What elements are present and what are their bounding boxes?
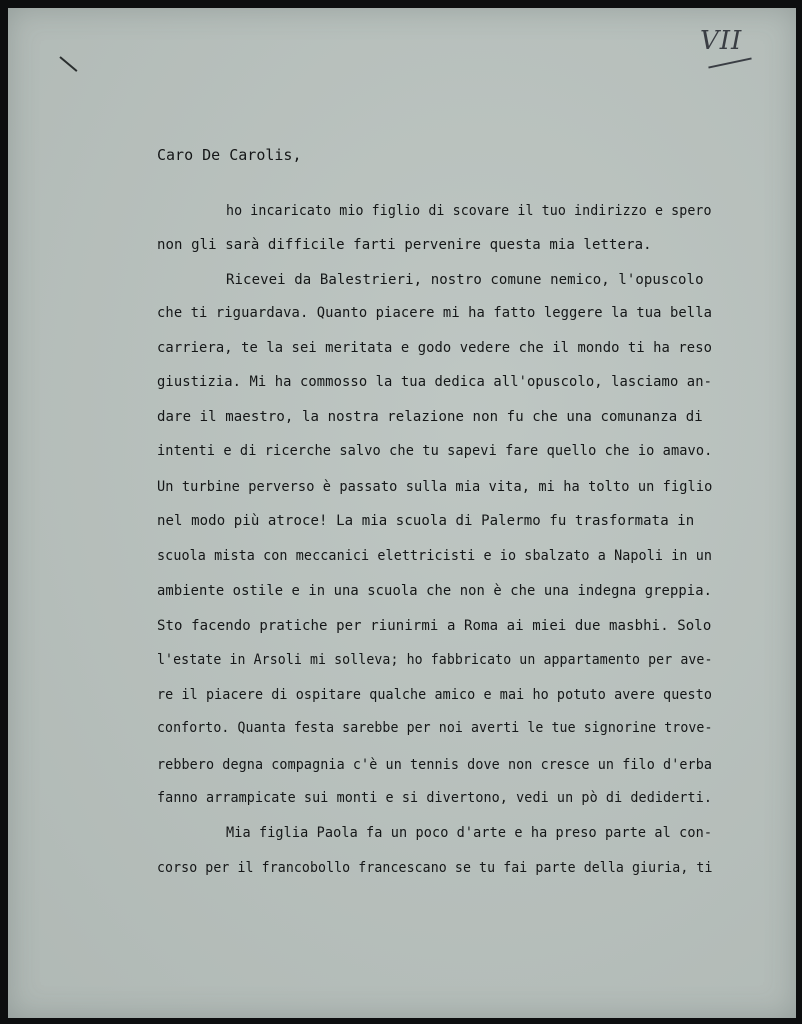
folio-number: VII	[700, 26, 743, 56]
letter-line: nel modo più atroce! La mia scuola di Palermo fu trasformata in	[157, 513, 695, 529]
letter-line: Ricevei da Balestrieri, nostro comune nemico, l'opuscolo	[226, 272, 704, 288]
letter-line: che ti riguardava. Quanto piacere mi ha fatto leggere la tua bella	[157, 305, 713, 321]
letter-line: Mia figlia Paola fa un poco d'arte e ha preso parte al con-	[226, 825, 713, 841]
letter-line: carriera, te la sei meritata e godo vedere che il mondo ti ha reso	[157, 340, 713, 356]
letter-line: dare il maestro, la nostra relazione non fu che una comunanza di	[157, 409, 703, 425]
letter-line: scuola mista con meccanici elettricisti e io sbalzato a Napoli in un	[157, 548, 713, 564]
letter-line: Un turbine perverso è passato sulla mia vita, mi ha tolto un figlio	[157, 479, 713, 495]
letter-line: corso per il francobollo francescano se tu fai parte della giuria, ti	[157, 860, 713, 876]
letter-line: fanno arrampicate sui monti e si divertono, vedi un pò di dediderti.	[157, 790, 713, 806]
letter-line: l'estate in Arsoli mi solleva; ho fabbricato un appartamento per ave-	[157, 652, 713, 668]
letter-line: ho incaricato mio figlio di scovare il tuo indirizzo e spero	[226, 203, 712, 219]
letter-line: ambiente ostile e in una scuola che non è che una indegna greppia.	[157, 583, 713, 599]
letter-line: non gli sarà difficile farti pervenire questa mia lettera.	[157, 237, 652, 253]
letter-line: intenti e di ricerche salvo che tu sapevi fare quello che io amavo.	[157, 443, 713, 459]
salutation: Caro De Carolis,	[157, 146, 302, 164]
letter-line: Sto facendo pratiche per riunirmi a Roma ai miei due masbhi. Solo	[157, 618, 712, 634]
letter-line: conforto. Quanta festa sarebbe per noi averti le tue signorine trove-	[157, 720, 713, 736]
letter-line: rebbero degna compagnia c'è un tennis dove non cresce un filo d'erba	[157, 757, 713, 773]
letter-line: re il piacere di ospitare qualche amico e mai ho potuto avere questo	[157, 687, 713, 703]
letter-line: giustizia. Mi ha commosso la tua dedica all'opuscolo, lasciamo an-	[157, 374, 713, 390]
